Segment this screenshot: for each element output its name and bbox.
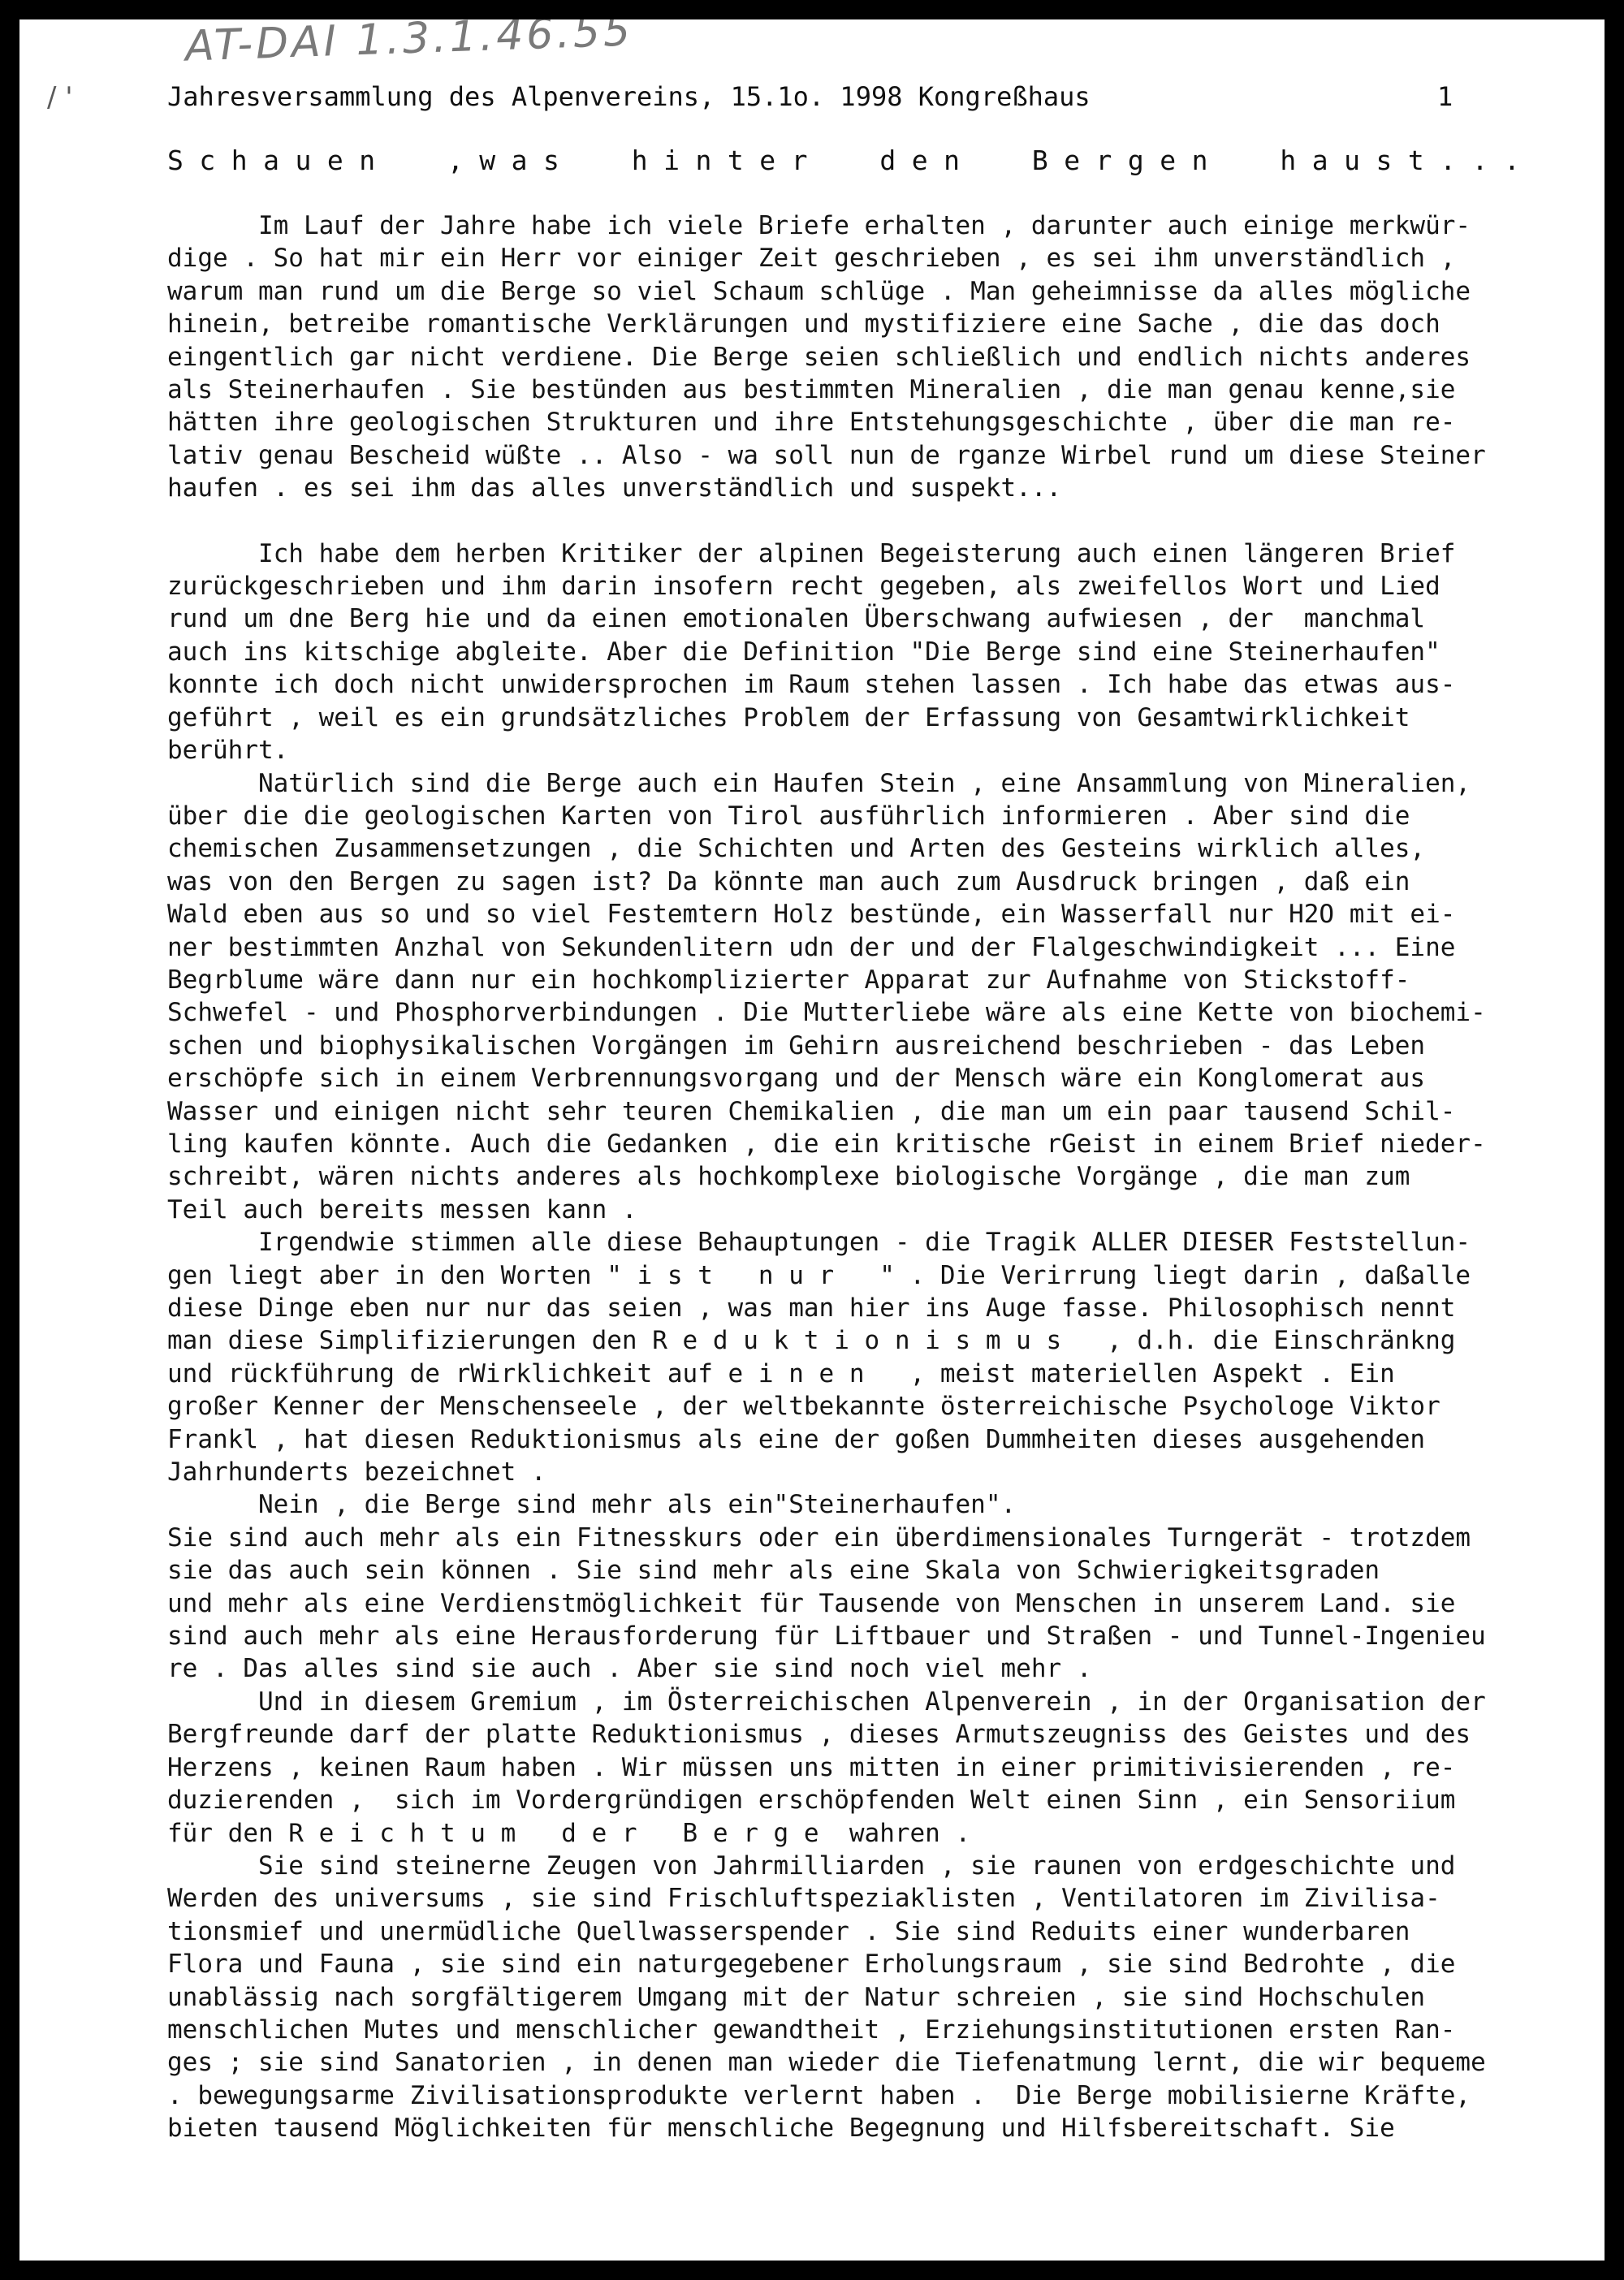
- document-header: Jahresversammlung des Alpenvereins, 15.1o. 1998 Kongreßhaus: [167, 81, 1091, 112]
- paragraph-7: Sie sind steinerne Zeugen von Jahrmilliarden , sie raunen von erdgeschichte und Werden des universums , sie sind Frischluftspeziaklisten , Ventilatoren im Zivilisa- tionsmief und unermüdliche Quellwasserspender . Sie sind Reduits einer wunderbaren Flora und Fauna , sie sind ein naturgegebener Erholungsraum , sie sind Bedrohte , die unablässig nach sorgfältigerem Umgang mit der Natur schreien , sie sind Hochschulen menschlichen Mutes und menschlicher gewandtheit , Erziehungsinstitutionen ersten Ran- ges ; sie sind Sanatorien , in denen man wieder die Tiefenatmung lernt, die wir bequeme . bewegungsarme Zivilisationsprodukte verlernt haben . Die Berge mobilisierne Kräfte, bieten tausend Möglichkeiten für menschliche Begegnung und Hilfsbereitschaft. Sie: [167, 1850, 1486, 2144]
- paragraph-1: Im Lauf der Jahre habe ich viele Briefe erhalten , darunter auch einige merkwür- dige . So hat mir ein Herr vor einiger Zeit geschrieben , es sei ihm unverständlich , warum man rund um die Berge so viel Schaum schlüge . Man geheimnisse da alles mögliche hinein, betreibe romantische Verklärungen und mystifiziere eine Sache , die das doch eingentlich gar nicht verdiene. Die Berge seien schließlich und endlich nichts anderes als Steinerhaufen . Sie bestünden aus bestimmten Mineralien , die man genau kenne,sie hätten ihre geologischen Strukturen und ihre Entstehungsgeschichte , über die man re- lativ genau Bescheid wüßte .. Also - wa soll nun de rganze Wirbel rund um diese Steiner haufen . es sei ihm das alles unverständlich und suspekt...: [167, 211, 1486, 503]
- document-title: Schauen ,was hinter den Bergen haust...: [167, 145, 1536, 176]
- paragraph-6: Und in diesem Gremium , im Österreichischen Alpenverein , in der Organisation der Bergfreunde darf der platte Reduktionismus , dieses Armutszeugniss des Geistes und des Herzens , keinen Raum haben . Wir müssen uns mitten in einer primitivisierenden , re- duzierenden , sich im Vordergründigen erschöpfenden Welt einen Sinn , ein Sensoriium für den R e i c h t u m d e r B e r g e wahren .: [167, 1686, 1486, 1848]
- margin-pencil-mark: / ': [47, 81, 73, 114]
- paragraph-2: Ich habe dem herben Kritiker der alpinen Begeisterung auch einen längeren Brief zurückgeschrieben und ihm darin insofern recht gegeben, als zweifellos Wort und Lied rund um dne Berg hie und da einen emotionalen Überschwang aufwiesen , der manchmal auch ins kitschige abgleite. Aber die Definition "Die Berge sind eine Steinerhaufen" konnte ich doch nicht unwidersprochen im Raum stehen lassen . Ich habe das etwas aus- geführt , weil es ein grundsätzliches Problem der Erfassung von Gesamtwirklichkeit berührt.: [167, 538, 1456, 766]
- paragraph-4: Irgendwie stimmen alle diese Behauptungen - die Tragik ALLER DIESER Feststellun- gen liegt aber in den Worten " i s t n u r " . Die Verirrung liegt darin , daßalle diese Dinge eben nur nur das seien , was man hier ins Auge fasse. Philosophisch nennt man diese Simplifizierungen den R e d u k t i o n i s m u s , d.h. die Einschränkng und rückführung de rWirklichkeit auf e i n e n , meist materiellen Aspekt . Ein großer Kenner der Menschenseele , der weltbekannte österreichische Psychologe Viktor Frankl , hat diesen Reduktionismus als eine der goßen Dummheiten dieses ausgehenden Jahrhunderts bezeichnet .: [167, 1228, 1471, 1488]
- page-number: 1: [1437, 81, 1453, 112]
- archive-reference-note: AT-DAI 1.3.1.46.55: [184, 6, 634, 71]
- paragraph-3: Natürlich sind die Berge auch ein Haufen Stein , eine Ansammlung von Mineralien, über die die geologischen Karten von Tirol ausführlich informieren . Aber sind die chemischen Zusammensetzungen , die Schichten und Arten des Gesteins wirklich alles, was von den Bergen zu sagen ist? Da könnte man auch zum Ausdruck bringen , daß ein Wald eben aus so und so viel Festemtern Holz bestünde, ein Wasserfall nur H2O mit ei- ner bestimmten Anzhal von Sekundenlitern udn der und der Flalgeschwindigkeit ... Eine Begrblume wäre dann nur ein hochkomplizierter Apparat zur Aufnahme von Stickstoff- Schwefel - und Phosphorverbindungen . Die Mutterliebe wäre als eine Kette von biochemi- schen und biophysikalischen Vorgängen im Gehirn ausreichend beschrieben - das Leben erschöpfe sich in einem Verbrennungsvorgang und der Mensch wäre ein Konglomerat aus Wasser und einigen nicht sehr teuren Chemikalien , die man um ein paar tausend Schil- ling kaufen könnte. Auch die Gedanken , die ein kritische rGeist in einem Brief nieder- schreibt, wären nichts anderes als hochkomplexe biologische Vorgänge , die man zum Teil auch bereits messen kann .: [167, 768, 1486, 1224]
- document-body: [167, 209, 1580, 2145]
- paragraph-5: Nein , die Berge sind mehr als ein"Steinerhaufen". Sie sind auch mehr als ein Fitnesskurs oder ein überdimensionales Turngerät - trotzdem sie das auch sein können . Sie sind mehr als eine Skala von Schwierigkeitsgraden und mehr als eine Verdienstmöglichkeit für Tausende von Menschen in unserem Land. sie sind auch mehr als eine Herausforderung für Liftbauer und Straßen - und Tunnel-Ingenieu re . Das alles sind sie auch . Aber sie sind noch viel mehr .: [167, 1490, 1486, 1684]
